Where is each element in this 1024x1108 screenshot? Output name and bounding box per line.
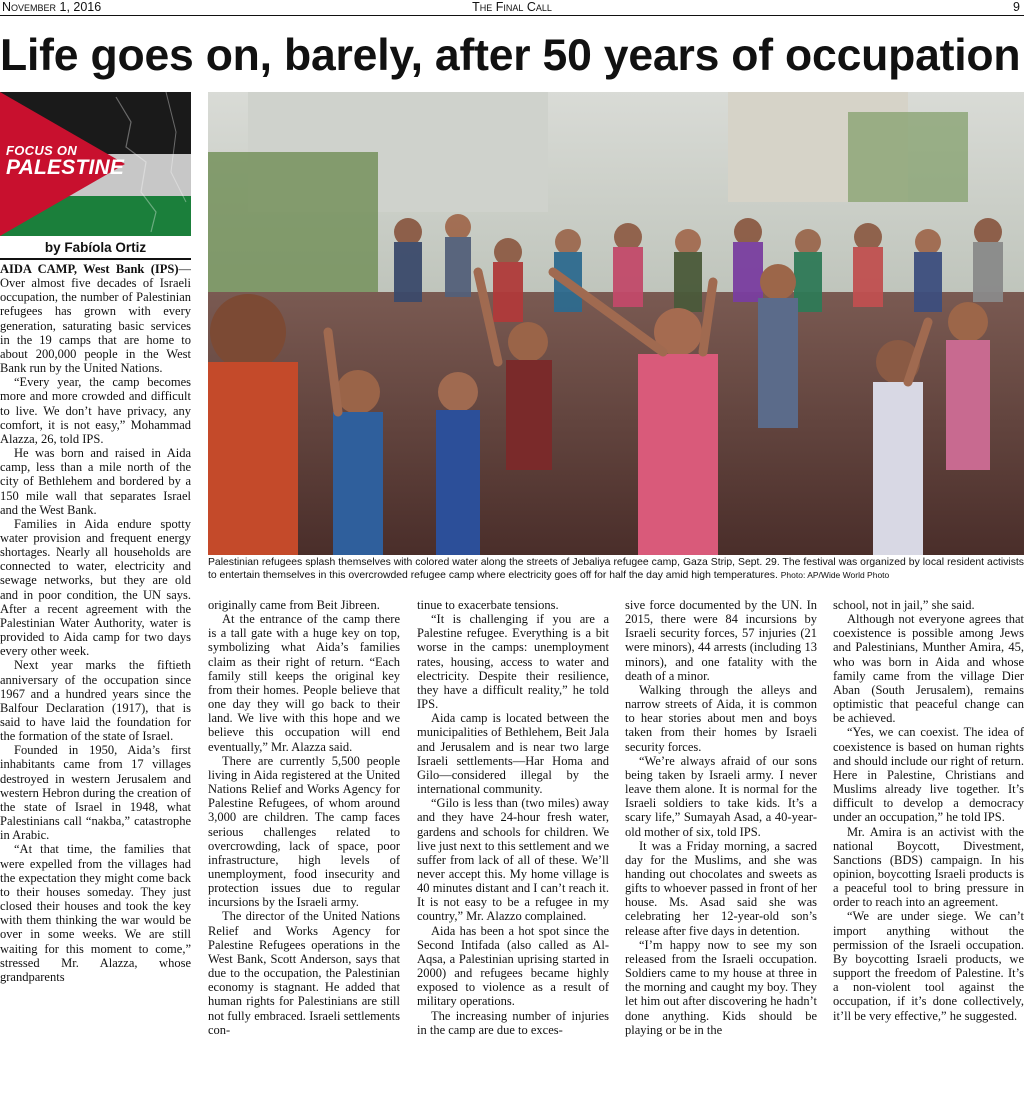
headline: Life goes on, barely, after 50 years of occupation: [0, 31, 1021, 80]
photo-credit: Photo: AP/Wide World Photo: [780, 570, 890, 580]
article-paragraph: The increasing number of injuries in the camp are due to exces-: [417, 1008, 609, 1037]
badge-line-1: FOCUS ON: [6, 143, 78, 158]
article-paragraph: Aida camp is located between the municipalities of Bethlehem, Beit Jala and Jerusalem and is near two large Israeli settlements—Har Homa and Gilo—considered illegal by the international community.: [417, 711, 609, 797]
article-paragraph: There are currently 5,500 people living in Aida registered at the United Nations Relief and Works Agency for Palestine Refugees, of whom around 3,000 are children. The camp faces serious challenges related to overcrowding, lack of space, poor infrastructure, high levels of unemployment, food insecurity and protection issues due to regular incursions by the Israeli army.: [208, 753, 400, 910]
article-paragraph: originally came from Beit Jibreen.: [208, 598, 380, 612]
focus-on-palestine-badge: [0, 92, 191, 236]
article-paragraph: “We are under siege. We can’t import anything without the permission of the Israeli occupation. By boycotting Israeli products, we support the freedom of Palestine. It’s a non-violent tool against the occupation, if it’s done collectively, it’ll be very effective,” he suggested.: [833, 909, 1024, 1023]
photo-caption: [208, 556, 1024, 584]
article-paragraph: Walking through the alleys and narrow streets of Aida, it is common to hear stories about men and boys taken from their homes by Israeli security forces.: [625, 682, 817, 754]
article-paragraph: He was born and raised in Aida camp, less than a mile north of the city of Bethlehem and bordered by a 150 mile wall that separates Israel and the West Bank.: [0, 446, 191, 517]
article-paragraph: Next year marks the fiftieth anniversary of the occupation since 1967 and a hundred years since the Balfour Declaration (1917), that is said to have laid the foundation for the formation of the state of Israel.: [0, 658, 191, 744]
article-column-3: [417, 598, 609, 1108]
article-paragraph: The director of the United Nations Relief and Works Agency for Palestine Refugees operations in the West Bank, Scott Anderson, says that due to the occupation, the Palestinian economy is stagnant. He added that human rights for Palestinians are still not fully embraced. Israeli settlements con-: [208, 909, 400, 1037]
article-paragraph: sive force documented by the UN. In 2015, there were 84 incursions by Israeli security forces, 57 injuries (21 were minors), 44 arrests (including 13 minors), and one fatality with the death of a minor.: [625, 598, 817, 683]
article-paragraph: Aida has been a hot spot since the Second Intifada (also called as Al-Aqsa, a Palestinian uprising started in 2000) and refugees became highly exposed to violence as a result of military operations.: [417, 923, 609, 1009]
article-paragraph: Founded in 1950, Aida’s first inhabitants came from 17 villages destroyed in western Jerusalem and western Hebron during the creation of the state of Israel in 1948, what Palestinians call “nakba,” catastrophe in Arabic.: [0, 743, 191, 843]
publication-name: The Final Call: [472, 0, 552, 14]
article-paragraph: Although not everyone agrees that coexistence is possible among Jews and Palestinians, Munther Amira, 45, who was born in Aida and whose family came from the village Dier Aban (South Jerusalem), remains optimistic that peaceful change can be achieved.: [833, 612, 1024, 726]
article-paragraph: Mr. Amira is an activist with the national Boycott, Divestment, Sanctions (BDS) campaign. In his opinion, boycotting Israeli products is a peaceful tool to bring pressure in order to reach into an agreement.: [833, 824, 1024, 910]
page-number: 9: [1013, 0, 1020, 14]
article-paragraph: Families in Aida endure spotty water provision and frequent energy shortages. Nearly all households are connected to water, electricity and sewage networks, but they are old and in poor condition, the UN says. After a recent agreement with the Palestinian Water Authority, water is provided to Aida camp for two days every other week.: [0, 516, 191, 659]
lead-text: —Over almost five decades of Israeli occupation, the number of Palestinian refugees has grown with every generation, saturating basic services in the 19 camps that are home to about 200,000 people in the West Bank run by the United Nations.: [0, 262, 191, 376]
article-column-4: [625, 598, 817, 1108]
article-paragraph: “At that time, the families that were expelled from the villages had the expectation they might come back to their houses someday. They just closed their houses and took the key with them thinking the war would be over in some weeks. We are still waiting for this moment to come,” stressed Mr. Alazza, whose grandparents: [0, 842, 191, 984]
news-photo: [208, 92, 1024, 555]
article-column-2: [208, 598, 400, 1108]
article-paragraph: “Yes, we can coexist. The idea of coexistence is based on human rights and should include our right of return. Here in Palestine, Christians and Muslims already live together. It’s difficult to develop a democracy under an occupation,” he told IPS.: [833, 725, 1024, 825]
article-paragraph: [0, 262, 191, 375]
article-paragraph: “I’m happy now to see my son released from the Israeli occupation. Soldiers came to my house at three in the morning and caught my boy. They let him out after discovering he hadn’t done anything. Kids should be playing or be in the: [625, 937, 817, 1037]
badge-label: [6, 144, 124, 178]
badge-line-2: PALESTINE: [6, 156, 125, 179]
article-paragraph: “Gilo is less than (two miles) away and they have 24-hour fresh water, gardens and schools for children. We live just next to this settlement and we suffer from lack of all of these. We’ll never accept this. My home village is 40 minutes distant and I can’t reach it. It is not easy to be a refugee in my country,” Mr. Alazzo complained.: [417, 796, 609, 924]
caption-text: Palestinian refugees splash themselves with colored water along the streets of Jebaliya refugee camp, Gaza Strip, Sept. 29. The festival was organized by local resident activists to entertain themselves in this overcrowded refugee camp where electricity goes off for half the day amid high temperatures.: [208, 557, 1024, 581]
article-column-1: [0, 262, 191, 1108]
article-paragraph: “We’re always afraid of our sons being taken by Israeli army. I never leave them alone. It is normal for the Israeli soldiers to take kids. It’s a scary life,” Sumayah Asad, a 40-year-old mother of six, told IPS.: [625, 753, 817, 839]
dateline: AIDA CAMP, West Bank (IPS): [0, 262, 179, 276]
article-paragraph: “Every year, the camp becomes more and more crowded and difficult to live. We don’t have privacy, any comfort, it is not easy,” Mohammad Alazza, 26, told IPS.: [0, 375, 191, 446]
article-column-5: [833, 598, 1024, 1108]
issue-date: November 1, 2016: [2, 0, 102, 14]
article-paragraph: tinue to exacerbate tensions.: [417, 598, 559, 612]
article-paragraph: At the entrance of the camp there is a tall gate with a huge key on top, symbolizing what Aida’s families claim as their right of return. “Each family still keeps the original key from their homes. People believe that one day they will go back to their land. We live with this hope and we believe this occupation will end eventually,” Mr. Alazza said.: [208, 612, 400, 754]
byline: by Fabíola Ortiz: [0, 236, 191, 260]
article-paragraph: It was a Friday morning, a sacred day for the Muslims, and she was handing out chocolates and sweets as gifts to whoever passed in front of her house. Ms. Asad said she was celebrating her 12-year-old son’s release after five days in detention.: [625, 838, 817, 938]
running-head: [0, 0, 1024, 16]
article-paragraph: school, not in jail,” she said.: [833, 598, 975, 612]
crowd-photo-illustration: [208, 92, 1024, 555]
article-paragraph: “It is challenging if you are a Palestine refugee. Everything is a bit worse in the camps: unemployment rates, housing, access to water and electricity. Despite their resilience, they have a difficult reality,” he told IPS.: [417, 612, 609, 712]
